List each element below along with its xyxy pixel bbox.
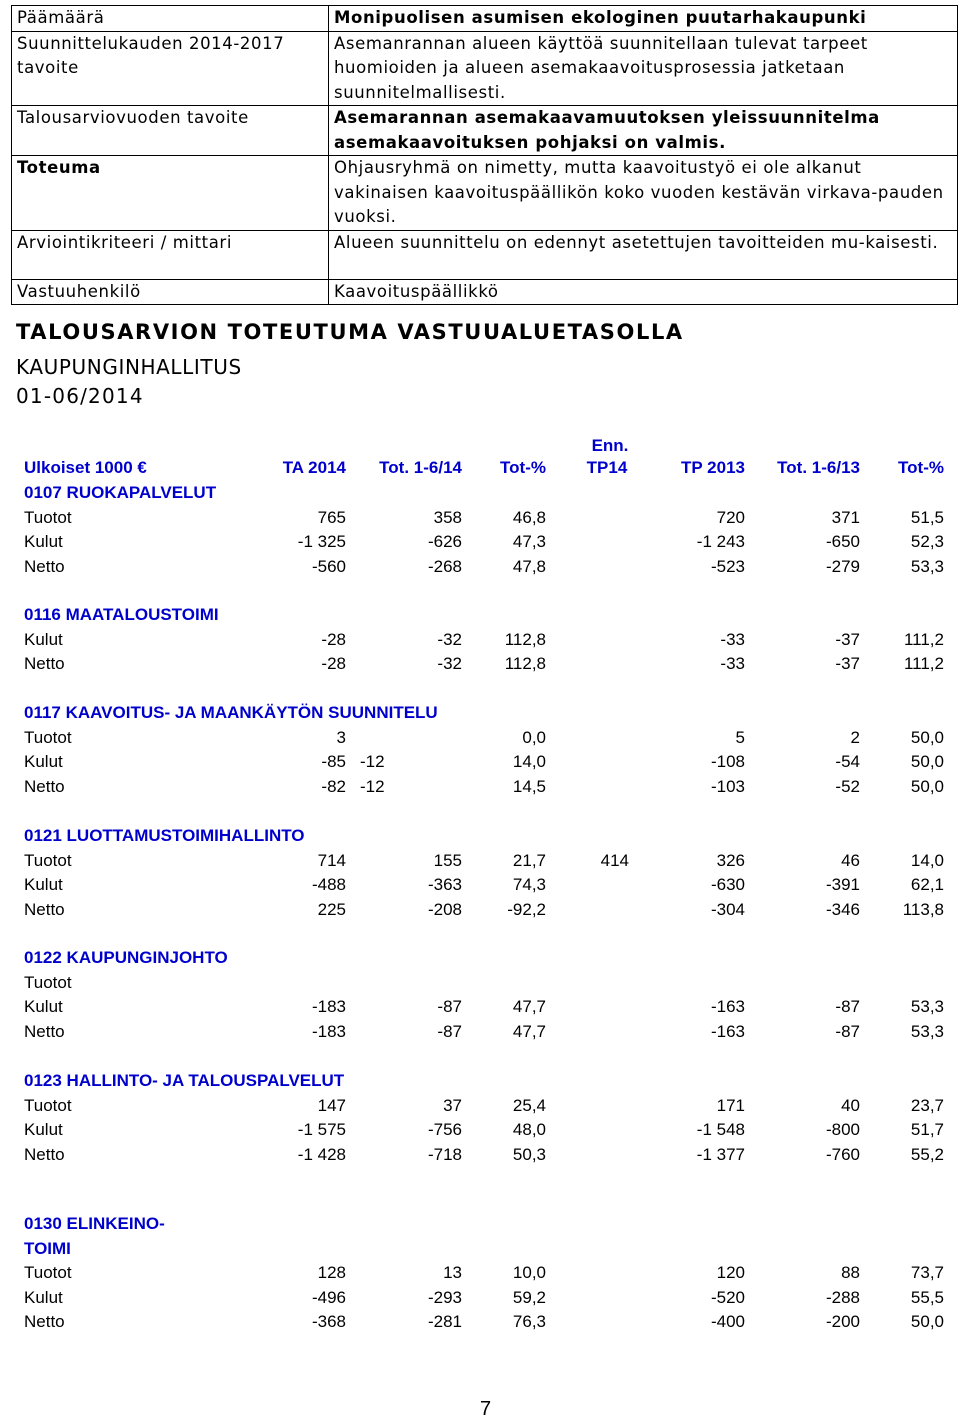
row-label: Kulut [24,532,63,551]
cell-ta: -368 [311,1312,346,1331]
section-title-continued: TOIMI [24,1238,71,1258]
cell-tp: -108 [710,752,745,771]
cell-pct13: 50,0 [910,776,944,796]
cell-pct13: 111,2 [903,654,944,673]
cell-pct: 76,3 [512,1312,546,1331]
cell-ta: -85 [321,752,346,771]
row-label: Tuotot [24,972,72,992]
goal-value: Asemanrannan alueen käyttöä suunnitellaan tulevat tarpeet huomioiden ja alueen asemakaavoitusprosessia jatketaan suunnitelmallisesti. [329,31,958,106]
cell-tp: -520 [710,1287,745,1307]
cell-tot13: -200 [825,1312,860,1331]
row-label: Netto [24,1144,65,1164]
cell-pct: 21,7 [512,850,546,870]
cell-tot13: -800 [825,1120,860,1139]
cell-tp: -630 [710,875,745,894]
cell-tp: -1 548 [696,1120,745,1139]
header-tot13: Tot. 1-6/13 [777,458,860,477]
cell-pct13: 51,5 [910,507,944,527]
row-label: Kulut [24,1287,63,1307]
cell-tot: 13 [443,1263,462,1282]
section-title: 0130 ELINKEINO- [24,1214,165,1233]
cell-pct13: 53,3 [910,556,944,576]
row-label: Kulut [24,997,63,1016]
cell-tp: 171 [716,1095,745,1115]
section-title: 0123 HALLINTO- JA TALOUSPALVELUT [24,1071,345,1090]
cell-ta: -82 [321,776,346,796]
cell-enn: 414 [600,850,629,870]
cell-ta: -1 428 [297,1144,346,1164]
cell-pct13: 113,8 [902,899,944,919]
cell-ta: 765 [317,507,346,527]
cell-tp: 5 [735,727,745,747]
cell-pct13: 62,1 [910,875,944,894]
cell-tp: -1 243 [696,532,745,551]
cell-tot-shifted: -12 [360,752,385,771]
header-enn-top: Enn. [591,436,629,455]
row-label: Tuotot [24,850,72,870]
cell-pct: 48,0 [512,1120,546,1139]
cell-pct13: 55,2 [910,1144,944,1164]
cell-ta: 3 [336,727,346,747]
goal-key: Vastuuhenkilö [12,279,329,305]
cell-tot13: -279 [825,556,860,576]
cell-tot13: -52 [835,776,860,796]
header-tot14: Tot. 1-6/14 [379,458,462,477]
row-label: Tuotot [24,727,72,747]
cell-tp: -163 [710,1021,745,1041]
row-label: Netto [24,654,65,673]
row-label: Kulut [24,1120,63,1139]
cell-ta: -488 [311,875,346,894]
cell-pct: 74,3 [512,875,546,894]
cell-pct: 59,2 [512,1287,546,1307]
row-label: Tuotot [24,1263,72,1282]
cell-tot: -626 [427,532,462,551]
cell-pct: 25,4 [512,1095,546,1115]
cell-pct: 14,5 [512,776,546,796]
cell-pct13: 111,2 [903,629,944,649]
row-label: Tuotot [24,507,72,527]
cell-pct13: 51,7 [910,1120,944,1139]
cell-ta: 714 [317,850,346,870]
section-title: 0116 MAATALOUSTOIMI [24,605,219,624]
header-pct13: Tot-% [898,458,944,477]
cell-pct: 112,8 [504,629,546,649]
cell-pct13: 50,0 [910,727,944,747]
cell-tot13: -87 [835,997,860,1016]
cell-tp: 326 [716,850,745,870]
cell-tp: -400 [710,1312,745,1331]
cell-tp: -163 [710,997,745,1016]
section-title: 0117 KAAVOITUS- JA MAANKÄYTÖN SUUNNITELU [24,703,438,722]
row-label: Netto [24,1312,65,1331]
cell-tp: -103 [710,776,745,796]
cell-tot13: -650 [825,532,860,551]
header-ta2014: TA 2014 [282,458,346,477]
row-label: Netto [24,1021,65,1041]
cell-tp: -33 [720,654,745,673]
cell-tot: -718 [427,1144,462,1164]
goal-value: Kaavoituspäällikkö [329,279,958,305]
cell-tot13: 371 [831,507,860,527]
cell-tot: -208 [427,899,462,919]
cell-tp: -523 [710,556,745,576]
goal-key: Arviointikriteeri / mittari [12,230,329,279]
cell-tot: -268 [427,556,462,576]
cell-tot13: -37 [835,629,860,649]
goal-value: Asemarannan asemakaavamuutoksen yleissuunnitelma asemakaavoituksen pohjaksi on valmis. [329,106,958,156]
cell-ta: -183 [311,997,346,1016]
cell-tp: 720 [716,507,745,527]
cell-tot13: -54 [835,752,860,771]
goal-value: Ohjausryhmä on nimetty, mutta kaavoitustyö ei ole alkanut vakinaisen kaavoituspäällikön koko vuoden kestävän virkava-pauden vuoksi. [329,156,958,231]
cell-pct13: 53,3 [910,1021,944,1041]
cell-tot13: 2 [850,727,860,747]
cell-pct13: 55,5 [910,1287,944,1307]
cell-tot-shifted: -12 [360,776,385,796]
cell-tot13: -760 [825,1144,860,1164]
cell-tot13: 88 [841,1263,860,1282]
cell-tot: -756 [427,1120,462,1139]
section-title: 0122 KAUPUNGINJOHTO [24,948,228,967]
section-title: 0121 LUOTTAMUSTOIMIHALLINTO [24,826,305,845]
cell-tot13: -346 [825,899,860,919]
cell-pct: 47,8 [512,556,546,576]
report-title: TALOUSARVION TOTEUTUMA VASTUUALUETASOLLA [16,320,684,344]
cell-pct: 47,3 [512,532,546,551]
report-period: 01-06/2014 [16,384,144,408]
cell-tot: 358 [433,507,462,527]
cell-pct: 50,3 [512,1144,546,1164]
cell-pct: 0,0 [522,727,546,747]
goal-key: Päämäärä [12,6,329,32]
cell-tp: -1 377 [696,1144,745,1164]
cell-ta: 147 [317,1095,346,1115]
cell-ta: -183 [311,1021,346,1041]
cell-ta: -1 575 [297,1120,346,1139]
cell-tot: -293 [427,1287,462,1307]
cell-pct13: 14,0 [910,850,944,870]
cell-pct: 10,0 [512,1263,546,1282]
row-label: Netto [24,776,65,796]
report-unit: KAUPUNGINHALLITUS [16,355,242,379]
cell-ta: -1 325 [297,532,346,551]
cell-tot: -32 [437,629,462,649]
cell-pct: 47,7 [512,997,546,1016]
cell-tot: 155 [433,850,462,870]
header-tp2013: TP 2013 [681,458,745,477]
goal-value: Monipuolisen asumisen ekologinen puutarhakaupunki [329,6,958,32]
cell-pct: 46,8 [512,507,546,527]
cell-tp: 120 [716,1263,745,1282]
cell-ta: 128 [317,1263,346,1282]
row-label: Netto [24,899,65,919]
cell-pct13: 52,3 [910,532,944,551]
cell-ta: -496 [311,1287,346,1307]
row-label: Kulut [24,752,63,771]
row-label: Tuotot [24,1095,72,1115]
cell-pct13: 73,7 [910,1263,944,1282]
cell-pct13: 23,7 [910,1095,944,1115]
cell-ta: 225 [317,899,346,919]
cell-tot13: 40 [841,1095,860,1115]
row-label: Netto [24,556,65,576]
cell-tp: -304 [710,899,745,919]
cell-tot: -281 [427,1312,462,1331]
cell-pct13: 53,3 [910,997,944,1016]
cell-pct: 112,8 [504,654,546,673]
cell-tot13: -37 [835,654,860,673]
header-currency-label: Ulkoiset 1000 € [24,458,147,477]
cell-ta: -28 [321,629,346,649]
cell-pct: 47,7 [512,1021,546,1041]
goal-key: Talousarviovuoden tavoite [12,106,329,156]
header-pct14: Tot-% [500,458,546,477]
row-label: Kulut [24,629,63,649]
cell-tot: -363 [427,875,462,894]
cell-tot13: 46 [841,850,860,870]
cell-tot: 37 [443,1095,462,1115]
cell-tot: -87 [437,1021,462,1041]
page-number: 7 [480,1398,492,1420]
cell-pct: 14,0 [512,752,546,771]
cell-pct13: 50,0 [910,752,944,771]
cell-pct: -92,2 [507,899,546,919]
header-enn-bottom: TP14 [586,458,628,477]
cell-tp: -33 [720,629,745,649]
cell-ta: -28 [321,654,346,673]
section-title: 0107 RUOKAPALVELUT [24,483,217,502]
goal-value: Alueen suunnittelu on edennyt asetettujen tavoitteiden mu-kaisesti. [329,230,958,279]
cell-tot13: -288 [825,1287,860,1307]
cell-tot13: -391 [825,875,860,894]
cell-tot: -87 [437,997,462,1016]
row-label: Kulut [24,875,63,894]
cell-tot13: -87 [835,1021,860,1041]
goal-key: Toteuma [12,156,329,231]
cell-pct13: 50,0 [910,1312,944,1331]
goal-key: Suunnittelukauden 2014-2017 tavoite [12,31,329,106]
cell-ta: -560 [311,556,346,576]
cell-tot: -32 [437,654,462,673]
